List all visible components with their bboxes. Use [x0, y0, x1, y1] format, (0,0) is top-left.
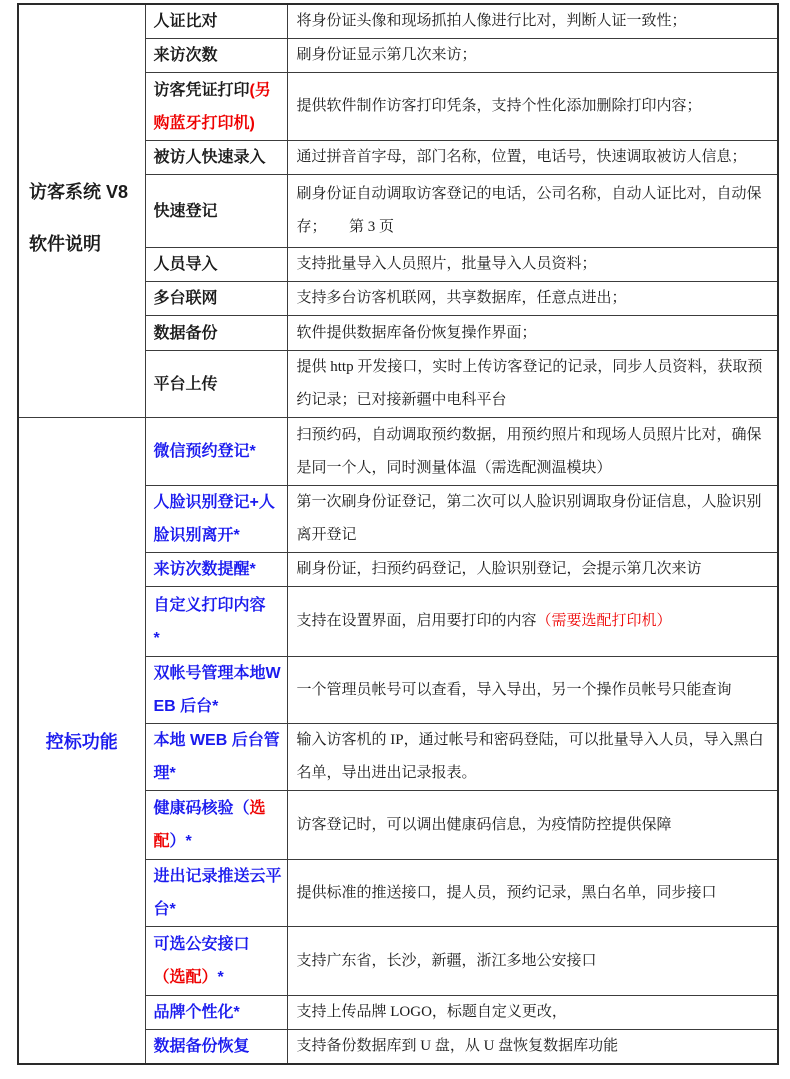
feature-desc-cell [287, 4, 778, 39]
feature-name-cell [145, 486, 287, 553]
feature-label-red: 选配 [153, 800, 266, 850]
feature-desc-cell [287, 351, 778, 418]
feature-label: 人证比对 [153, 13, 218, 30]
feature-desc-cell [287, 587, 778, 657]
feature-name-cell [145, 724, 287, 791]
software-spec-table [17, 3, 779, 1065]
feature-desc-cell [287, 73, 778, 141]
feature-name-cell [145, 418, 287, 486]
section1-title-line2: 软件说明 [29, 234, 101, 254]
feature-name-cell [145, 4, 287, 39]
feature-desc: 支持上传品牌 LOGO，标题自定义更改， [296, 1004, 567, 1020]
feature-desc: 扫预约码，自动调取预约数据，用预约照片和现场人员照片比对，确保是同一个人，同时测量体温（需选配测温模块） [296, 426, 762, 476]
feature-desc: 提供软件制作访客打印凭条，支持个性化添加删除打印内容； [296, 98, 702, 114]
feature-label: 可选公安接口 [153, 936, 250, 953]
feature-desc-cell [287, 486, 778, 553]
feature-label: 双帐号管理本地WEB 后台* [153, 665, 281, 715]
feature-desc: 访客登记时，可以调出健康码信息，为疫情防控提供保障 [296, 816, 672, 833]
feature-name-cell [145, 791, 287, 860]
feature-name-cell [145, 316, 287, 351]
feature-name-cell [145, 657, 287, 724]
feature-label-red: (另购蓝牙打印机) [153, 81, 271, 132]
feature-name-cell [145, 927, 287, 996]
feature-label: 微信预约登记* [153, 443, 256, 460]
feature-label: 被访人快速录入 [153, 149, 266, 166]
feature-name-cell [145, 1030, 287, 1065]
feature-desc-cell [287, 1030, 778, 1065]
feature-desc-cell [287, 316, 778, 351]
feature-desc-cell [287, 553, 778, 587]
feature-name-cell [145, 73, 287, 141]
feature-name-cell [145, 351, 287, 418]
feature-desc-cell [287, 927, 778, 996]
feature-name-cell [145, 141, 287, 175]
feature-desc-cell [287, 860, 778, 927]
section2-header-cell [18, 418, 145, 1065]
feature-name-cell [145, 175, 287, 248]
feature-desc: 支持在设置界面，启用要打印的内容 [296, 613, 537, 629]
feature-label: 人员导入 [153, 256, 218, 273]
feature-desc: 将身份证头像和现场抓拍人像进行比对，判断人证一致性； [296, 13, 687, 29]
feature-label: 本地 WEB 后台管理* [153, 732, 280, 782]
feature-desc-cell [287, 141, 778, 175]
feature-label-suffix: ）* [169, 833, 192, 850]
section2-title: 控标功能 [45, 731, 118, 752]
feature-label-suffix: * [217, 969, 224, 986]
feature-label: 来访次数 [153, 47, 218, 64]
section1-header-cell [18, 4, 145, 418]
table-row [18, 418, 778, 486]
feature-desc: 刷身份证显示第几次来访； [296, 47, 477, 63]
feature-label-suffix: * [153, 629, 160, 647]
feature-desc: 刷身份证，扫预约码登记，人脸识别登记，会提示第几次来访 [296, 561, 702, 577]
feature-desc-cell [287, 282, 778, 316]
feature-desc: 刷身份证自动调取访客登记的电话，公司名称，自动人证比对，自动保存； 第 3 页 [296, 186, 762, 235]
feature-desc: 通过拼音首字母，部门名称，位置，电话号，快速调取被访人信息； [296, 149, 747, 165]
feature-desc-cell [287, 657, 778, 724]
feature-desc: 支持广东省，长沙，新疆，浙江多地公安接口 [296, 952, 597, 969]
feature-desc: 软件提供数据库备份恢复操作界面； [296, 324, 537, 341]
feature-label: 数据备份恢复 [153, 1038, 250, 1055]
feature-label: 自定义打印内容 [153, 596, 266, 614]
feature-desc: 支持批量导入人员照片，批量导入人员资料； [296, 256, 597, 272]
feature-desc: 支持备份数据库到 U 盘，从 U 盘恢复数据库功能 [296, 1038, 619, 1054]
feature-name-cell [145, 553, 287, 587]
section1-title-line1: 访客系统 V8 [29, 182, 129, 202]
feature-desc-cell [287, 39, 778, 73]
feature-label: 品牌个性化* [153, 1004, 240, 1021]
feature-name-cell [145, 39, 287, 73]
feature-desc: 输入访客机的 IP，通过帐号和密码登陆，可以批量导入人员，导入黑白名单，导出进出记录报表。 [296, 732, 764, 781]
feature-name-cell [145, 248, 287, 282]
feature-desc-cell [287, 791, 778, 860]
feature-desc-cell [287, 724, 778, 791]
feature-desc: 提供 http 开发接口，实时上传访客登记的记录，同步人员资料，获取预约记录；已对接新疆中电科平台 [296, 359, 763, 408]
feature-label: 人脸识别登记+人脸识别离开* [153, 494, 275, 544]
feature-desc: 支持多台访客机联网，共享数据库，任意点进出； [296, 290, 627, 306]
feature-desc: 第一次刷身份证登记，第二次可以人脸识别调取身份证信息，人脸识别离开登记 [296, 494, 762, 543]
feature-label: 快速登记 [153, 202, 218, 220]
feature-desc: 提供标准的推送接口，提人员，预约记录，黑白名单，同步接口 [296, 884, 717, 901]
feature-label: 数据备份 [153, 324, 218, 342]
table-row [18, 4, 778, 39]
feature-name-cell [145, 996, 287, 1030]
feature-label: 平台上传 [153, 375, 218, 393]
feature-label-red: （选配） [153, 969, 218, 986]
feature-label: 来访次数提醒* [153, 561, 256, 578]
feature-desc-red: （需要选配打印机） [536, 613, 672, 629]
feature-desc-cell [287, 418, 778, 486]
feature-name-cell [145, 587, 287, 657]
feature-label: 多台联网 [153, 290, 218, 307]
feature-name-cell [145, 282, 287, 316]
feature-desc-cell [287, 175, 778, 248]
feature-desc-cell [287, 248, 778, 282]
feature-label: 访客凭证打印 [153, 81, 250, 99]
feature-label: 进出记录推送云平台* [153, 868, 282, 918]
feature-name-cell [145, 860, 287, 927]
feature-desc-cell [287, 996, 778, 1030]
feature-desc: 一个管理员帐号可以查看，导入导出，另一个操作员帐号只能查询 [296, 681, 732, 698]
feature-label: 健康码核验（ [153, 800, 250, 817]
